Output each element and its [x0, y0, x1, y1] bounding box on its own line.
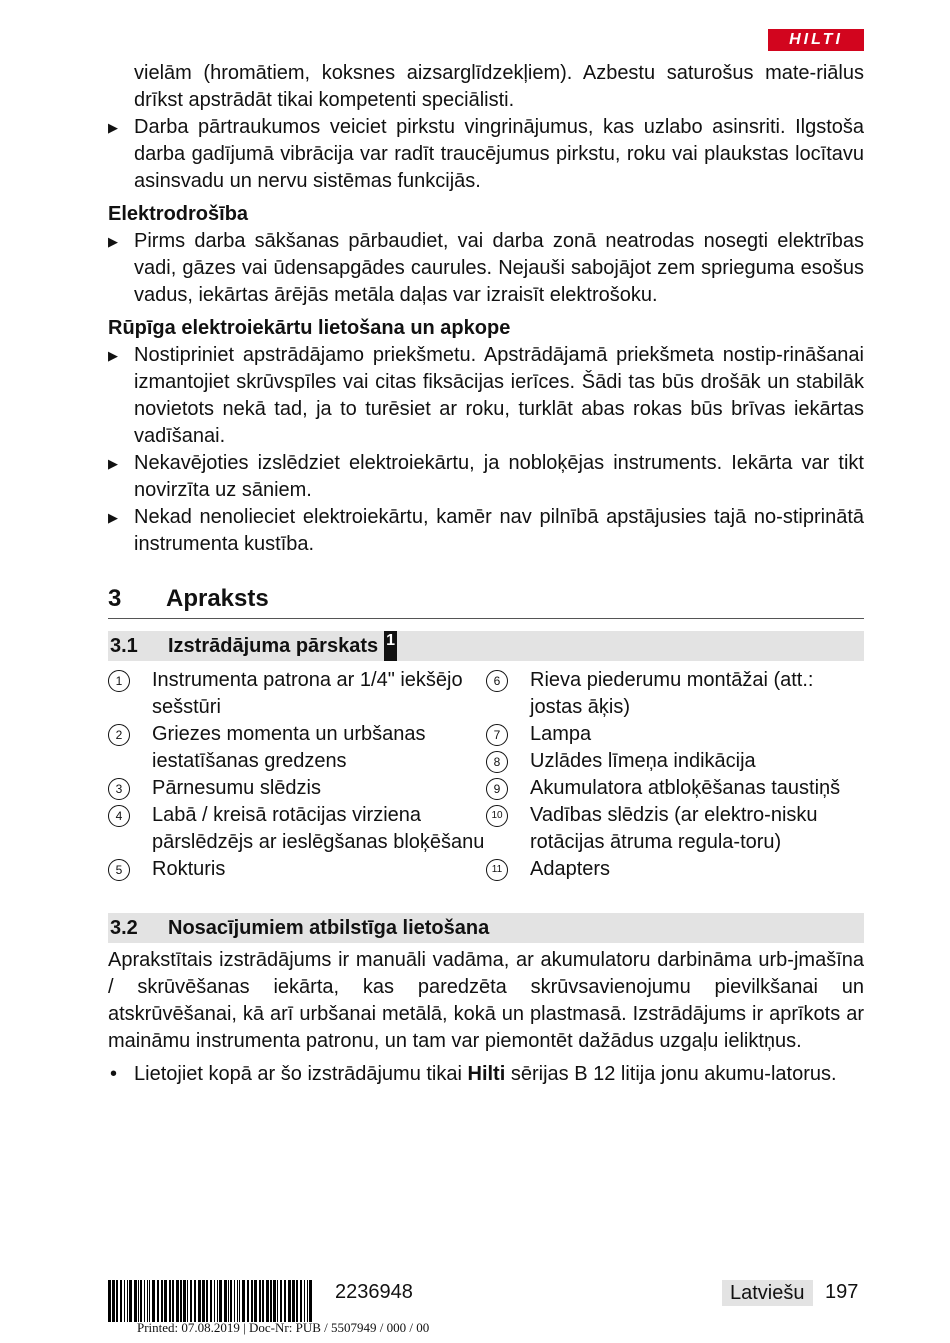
page-content [108, 60, 864, 1088]
list-item [108, 228, 864, 309]
part-list-item [486, 721, 864, 748]
logo-text: HILTI [789, 31, 843, 48]
chapter-heading [108, 584, 864, 619]
section-title: Izstrādājuma pārskats [168, 635, 379, 657]
dot-bullet-icon: • [110, 1063, 118, 1085]
chapter-title: Apraksts [166, 585, 269, 612]
intended-use-paragraph: Aprakstītais izstrādājums ir manuāli vadāma, ar akumulatoru darbināma urb-jmašīna / skrūvēšanas iekārta, kas paredzēta skrūvsavienojumu pievilkšanai un atskrūvēšanai, kā arī urbšanai metālā, kokā un plastmasā. Izstrādājums ir aprīkots ar maināmu instrumenta patronu, un tam var piemontēt dažādus uzgaļu ieliktņus. [108, 949, 864, 1052]
part-label: Rokturis [152, 858, 226, 880]
parts-list [108, 667, 864, 883]
part-list-item [486, 748, 864, 775]
parts-column-right [486, 667, 864, 883]
circled-number-icon: 1 [108, 670, 130, 692]
section-number: 3.2 [110, 917, 138, 939]
list-item-text: sērijas B 12 litija jonu akumu-latorus. [505, 1063, 837, 1085]
part-list-item [486, 802, 864, 856]
list-item [108, 1061, 864, 1088]
triangle-bullet-icon: ▶ [108, 456, 118, 471]
list-item-text: Pirms darba sākšanas pārbaudiet, vai darba zonā neatrodas nosegti elektrības vadi, gāzes vai ūdensapgādes caurules. Nejauši sabojājot zem sprieguma esošus vadus, iekārtas ārējās metāla daļas var izraisīt elektrošoku. [134, 230, 864, 306]
section-heading-overview [108, 631, 864, 661]
language-label: Latviešu [722, 1280, 813, 1306]
brand-name: Hilti [467, 1063, 506, 1085]
triangle-bullet-icon: ▶ [108, 234, 118, 249]
list-item-text: Darba pārtraukumos veiciet pirkstu vingrinājumus, kas uzlabo asinsriti. Ilgstoša darba gadījumā vibrācija var radīt traucējumus pirkstu, roku vai plaukstas locītavu asinsvadu un nervu sistēmas funkcijās. [134, 116, 864, 192]
circled-number-icon: 6 [486, 670, 508, 692]
triangle-bullet-icon: ▶ [108, 510, 118, 525]
circled-number-icon: 5 [108, 859, 130, 881]
part-label: Instrumenta patrona ar 1/4" iekšējo sešstūri [152, 669, 463, 718]
circled-number-icon: 9 [486, 778, 508, 800]
barcode-icon [108, 1280, 313, 1322]
part-list-item [486, 775, 864, 802]
circled-number-icon: 8 [486, 751, 508, 773]
part-label: Adapters [530, 858, 611, 880]
intro-continuation: vielām (hromātiem, koksnes aizsarglīdzekļiem). Azbestu saturošus mate-riālus drīkst apstrādāt tikai kompetenti speciālisti. [134, 62, 864, 111]
hilti-logo [768, 29, 864, 51]
section-title: Nosacījumiem atbilstīga lietošana [168, 917, 490, 939]
chapter-number: 3 [108, 585, 122, 612]
part-label: Akumulatora atbloķēšanas taustiņš [530, 777, 841, 799]
list-item [108, 114, 864, 195]
circled-number-icon: 10 [486, 805, 508, 827]
list-item [108, 504, 864, 558]
part-list-item [108, 721, 486, 775]
list-item-text: Nekavējoties izslēdziet elektroiekārtu, ja nobloķējas instruments. Iekārta var tikt novirzīta uz sāniem. [134, 452, 864, 501]
part-list-item [108, 802, 486, 856]
triangle-bullet-icon: ▶ [108, 348, 118, 363]
page-footer [108, 1278, 864, 1338]
parts-column-left [108, 667, 486, 883]
page-number: 197 [825, 1281, 859, 1303]
part-label: Labā / kreisā rotācijas virziena pārslēdzējs ar ieslēgšanas bloķēšanu [152, 804, 485, 853]
section-heading-care: Rūpīga elektroiekārtu lietošana un apkope [108, 317, 511, 339]
section-heading-electrical-safety: Elektrodrošība [108, 203, 249, 225]
triangle-bullet-icon: ▶ [108, 120, 118, 135]
section-number: 3.1 [110, 635, 138, 657]
part-list-item [486, 856, 864, 883]
figure-reference: 1 [384, 631, 397, 661]
part-label: Griezes momenta un urbšanas iestatīšanas gredzens [152, 723, 426, 772]
document-code: 2236948 [335, 1281, 413, 1303]
list-item-text: Nekad nenolieciet elektroiekārtu, kamēr nav pilnībā apstājusies tajā no-stiprinātā instrumenta kustība. [134, 506, 864, 555]
circled-number-icon: 2 [108, 724, 130, 746]
part-label: Pārnesumu slēdzis [152, 777, 321, 799]
circled-number-icon: 4 [108, 805, 130, 827]
part-list-item [108, 856, 486, 883]
circled-number-icon: 11 [486, 859, 508, 881]
part-label: Rieva piederumu montāžai (att.: jostas āķis) [530, 669, 814, 718]
section-heading-intended-use [108, 913, 864, 943]
part-list-item [108, 667, 486, 721]
print-info: Printed: 07.08.2019 | Doc-Nr: PUB / 5507949 / 000 / 00 [137, 1320, 430, 1335]
list-item-text: Nostipriniet apstrādājamo priekšmetu. Apstrādājamā priekšmeta nostip-rināšanai izmantojiet skrūvspīles vai citas fiksācijas ierīces. Šādi tas būs drošāk un stabilāk novietots nekā tad, ja to turēsiet ar roku, turklāt abas rokas būs brīvas iekārtas vadīšanai. [134, 344, 864, 447]
part-label: Vadības slēdzis (ar elektro-nisku rotācijas ātruma regula-toru) [530, 804, 818, 853]
part-list-item [486, 667, 864, 721]
part-label: Lampa [530, 723, 592, 745]
circled-number-icon: 7 [486, 724, 508, 746]
list-item [108, 342, 864, 450]
list-item [108, 450, 864, 504]
part-label: Uzlādes līmeņa indikācija [530, 750, 756, 772]
part-list-item [108, 775, 486, 802]
list-item-text: Lietojiet kopā ar šo izstrādājumu tikai [134, 1063, 468, 1085]
circled-number-icon: 3 [108, 778, 130, 800]
